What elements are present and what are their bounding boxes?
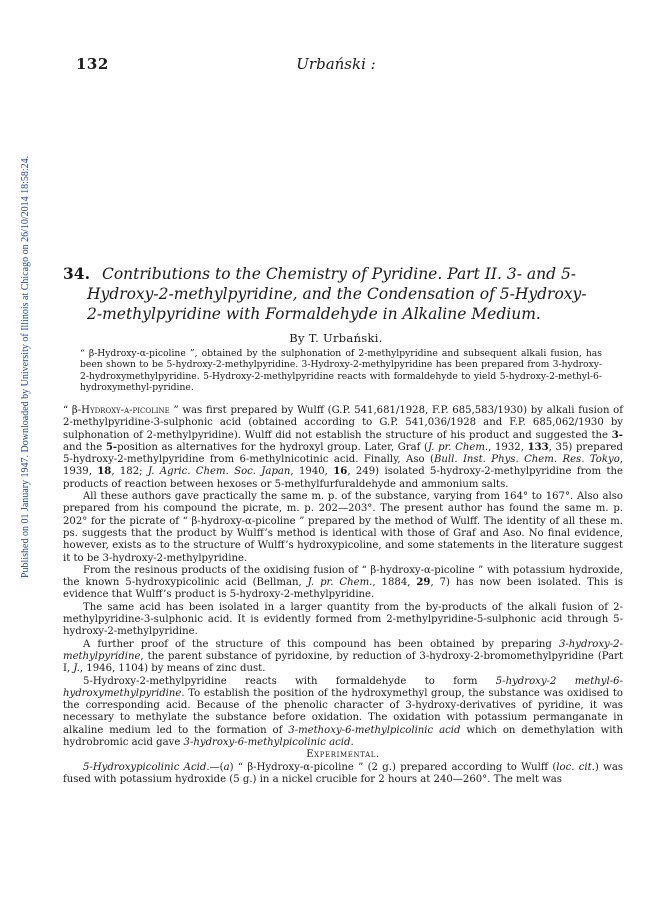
title-line-3: 2-methylpyridine with Formaldehyde in Alkaline Medium.	[87, 305, 541, 323]
page-number: 132	[76, 55, 109, 73]
citation-journal: J. pr. Chem.	[427, 441, 489, 453]
title-line-2: Hydroxy-2-methylpyridine, and the Condensation of 5-Hydroxy-	[87, 285, 587, 303]
paragraph-4: The same acid has been isolated in a larger quantity from the by-products of the alkali fusion of 2-methylpyridine-3-sulphonic acid. It is evidently formed from 2-methylpyridine-5-sulphonic acid through 5-hydroxy-2-methylpyridine.	[63, 601, 623, 638]
paragraph-5: A further proof of the structure of this compound has been obtained by preparing 3-hydroxy-2-methylpyridine, the parent substance of pyridoxine, by reduction of 3-hydroxy-2-bromomethylpyridine (Part I, J., 1946, 1104) by means of zinc dust.	[63, 638, 623, 675]
section-heading: Experimental.	[306, 749, 380, 761]
paragraph-6: 5-Hydroxy-2-methylpyridine reacts with formaldehyde to form 5-hydroxy-2 methyl-6-hydroxymethylpyridine. To establish the position of the hydroxymethyl group, the substance was oxidised to the corresponding acid. Because of the phenolic character of 3-hydroxy-derivatives of pyridine, it was necessary to methylate the substance before oxidation. The oxidation with potassium permanganate in alkaline medium led to the formation of 3-methoxy-6-methylpicolinic acid which on demethylation with hydrobromic acid gave 3-hydroxy-6-methylpicolinic acid.	[63, 675, 623, 749]
citation-journal: Bull. Inst. Phys. Chem. Res. Tokyo	[433, 454, 620, 466]
download-notice-link[interactable]: Published on 01 January 1947. Downloaded by University of Illinois at Chicago on 26/10/2014 18:58:24.	[20, 155, 31, 578]
article-title	[63, 264, 623, 324]
article-number: 34.	[63, 264, 90, 283]
paragraph-1: “ β-Hydroxy-α-picoline ” was first prepared by Wulff (G.P. 541,681/1928, F.P. 685,583/1930) by alkali fusion of 2-methylpyridine-3-sulphonic acid (obtained according to G.P. 541,036/1928 and F.P. 685,062/1930 by sulphonation of 2-methylpyridine). Wulff did not establish the structure of his product and suggested the 3- and the 5-position as alternatives for the hydroxyl group. Later, Graf (J. pr. Chem., 1932, 133, 35) prepared 5-hydroxy-2-methylpyridine from 6-methylnicotinic acid. Finally, Aso (Bull. Inst. Phys. Chem. Res. Tokyo, 1939, 18, 182; J. Agric. Chem. Soc. Japan, 1940, 16, 249) isolated 5-hydroxy-2-methylpyridine from the products of reaction between hexoses or 5-methylfurfuraldehyde and ammonium salts.	[63, 405, 623, 490]
page-header	[62, 55, 610, 77]
title-line-1: Contributions to the Chemistry of Pyridine. Part II. 3- and 5-	[101, 265, 577, 283]
abstract: “ β-Hydroxy-α-picoline ”, obtained by the sulphonation of 2-methylpyridine and subsequent alkali fusion, has been shown to be 5-hydroxy-2-methylpyridine. 3-Hydroxy-2-methylpyridine has been prepared from 3-hydroxy-2-hydroxymethylpyridine. 5-Hydroxy-2-methylpyridine reacts with formaldehyde to yield 5-hydroxy-2-methyl-6-hydroxymethyl-pyridine.	[80, 348, 602, 394]
author-byline: By T. Urbański.	[289, 331, 383, 345]
running-head: Urbański :	[296, 55, 376, 73]
citation-journal: J. Agric. Chem. Soc. Japan	[147, 466, 291, 478]
paragraph-2: All these authors gave practically the same m. p. of the substance, varying from 164° to 167°. Also also prepared from his compound the picrate, m. p. 202—203°. The present author has found the same m. p. 202° for the picrate of “ β-hydroxy-α-picoline ” prepared by the method of Wulff. The identity of all these m. ps. suggests that the product by Wulff’s method is identical with those of Graf and Aso. No final evidence, however, exists as to the structure of Wulff’s hydroxypicoline, and some statements in the literature suggest it to be 3-hydroxy-2-methylpyridine.	[63, 491, 623, 564]
paragraph-7: 5-Hydroxypicolinic Acid.—(a) “ β-Hydroxy-α-picoline ” (2 g.) prepared according to Wulff (loc. cit.) was fused with potassium hydroxide (5 g.) in a nickel crucible for 2 hours at 240—260°. The melt was	[63, 761, 624, 785]
article-body	[63, 405, 623, 786]
paragraph-3: From the resinous products of the oxidising fusion of “ β-hydroxy-α-picoline ” with potassium hydroxide, the known 5-hydroxypicolinic acid (Bellman, J. pr. Chem., 1884, 29, 7) has now been isolated. This is evidence that Wulff’s product is 5-hydroxy-2-methylpyridine.	[63, 564, 623, 601]
download-notice-sidebar	[12, 58, 31, 578]
